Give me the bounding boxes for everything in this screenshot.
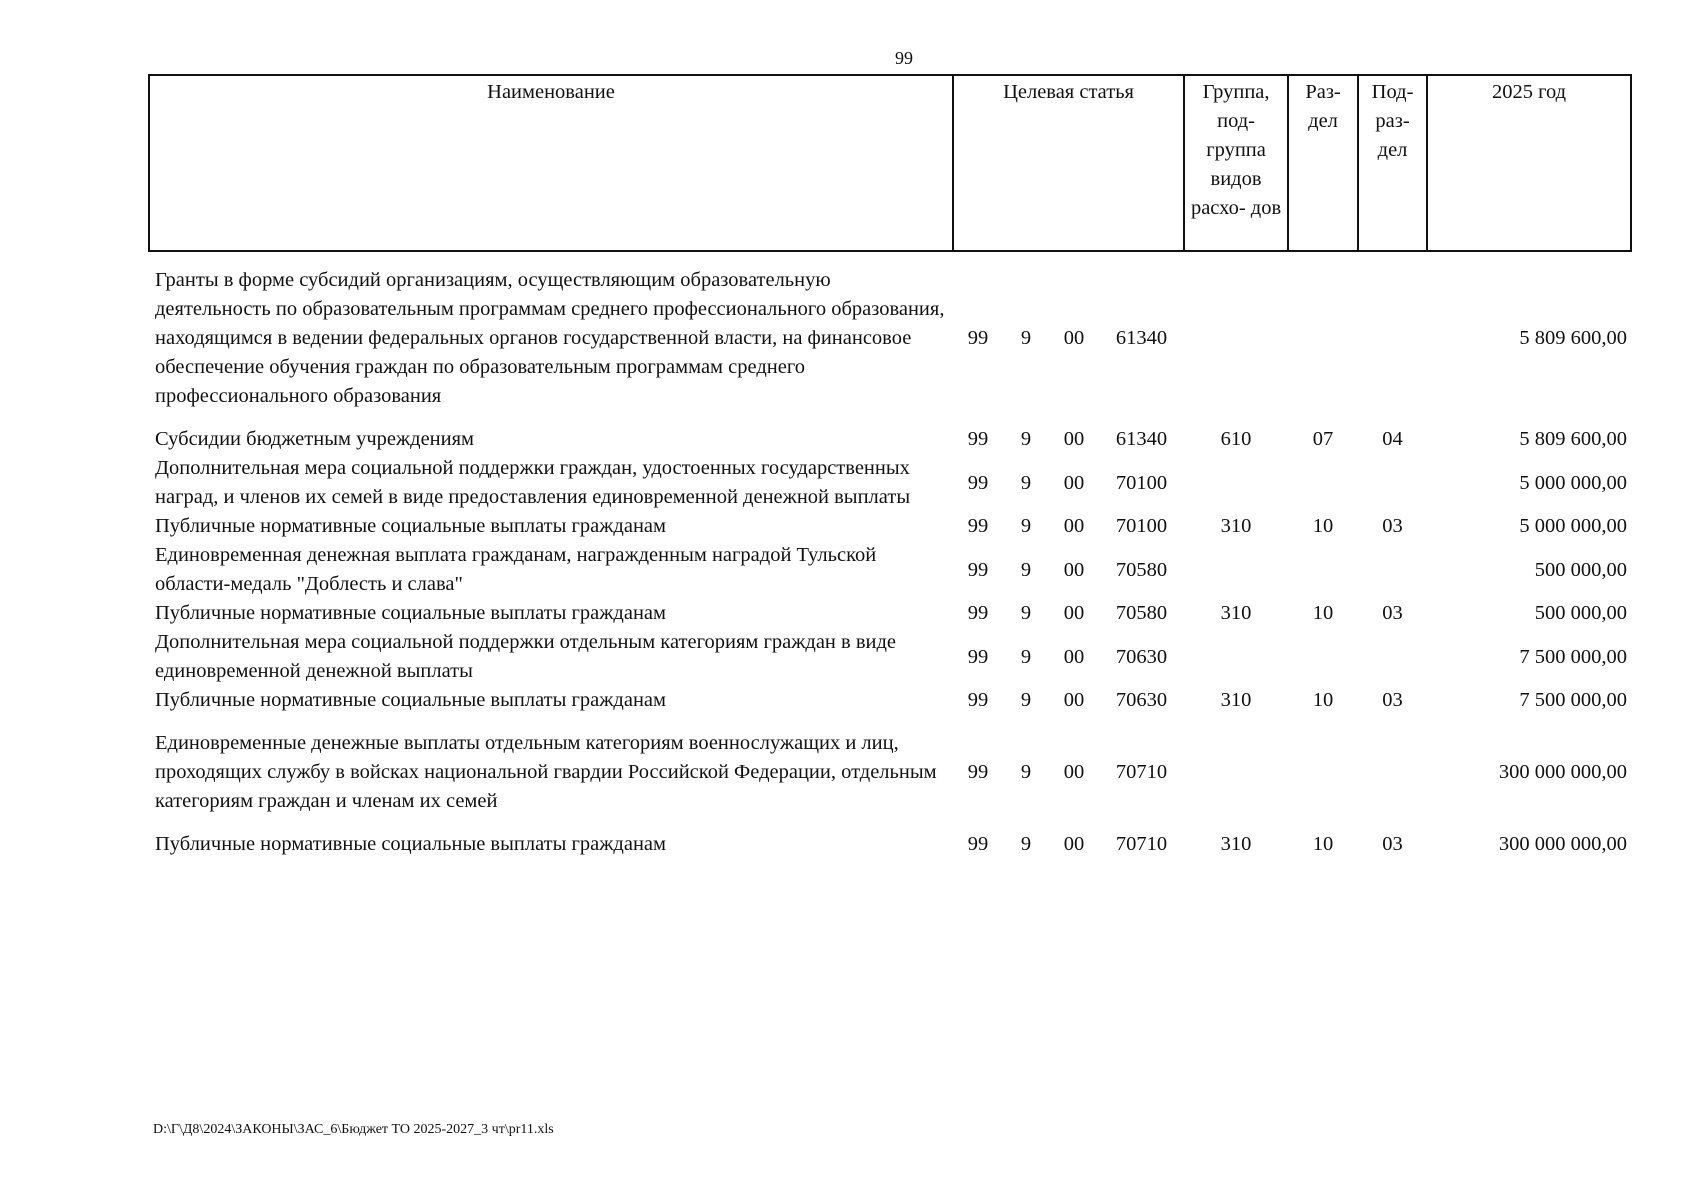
row-target-2: 9	[1020, 689, 1032, 711]
row-target-1: 99	[967, 471, 989, 494]
row-sum: 5 000 000,00	[1519, 515, 1628, 537]
table-row	[149, 454, 1631, 512]
row-group: 310	[1220, 833, 1252, 855]
row-section	[1288, 454, 1358, 512]
row-name: Публичные нормативные социальные выплаты гражданам	[155, 602, 667, 624]
row-section	[1288, 729, 1358, 816]
row-section	[1288, 628, 1358, 686]
row-target-4: 70100	[1115, 515, 1168, 537]
row-section: 07	[1312, 428, 1334, 450]
row-sum: 500 000,00	[1534, 558, 1628, 581]
row-sum: 300 000 000,00	[1498, 761, 1628, 783]
row-target-2: 9	[1020, 428, 1032, 450]
row-sum: 5 809 600,00	[1519, 327, 1628, 349]
table-header-row	[149, 75, 1631, 251]
header-target-article: Целевая статья	[953, 75, 1184, 251]
row-group: 310	[1220, 602, 1252, 624]
row-group	[1184, 541, 1288, 599]
row-target-3: 00	[1063, 515, 1085, 537]
row-section	[1288, 541, 1358, 599]
row-subsection	[1358, 628, 1427, 686]
table-row	[149, 729, 1631, 816]
table-row	[149, 541, 1631, 599]
table-row	[149, 686, 1631, 715]
row-section: 10	[1312, 515, 1334, 537]
row-group: 310	[1220, 515, 1252, 537]
row-target-3: 00	[1063, 428, 1085, 450]
row-name: Публичные нормативные социальные выплаты гражданам	[155, 689, 667, 711]
row-target-1: 99	[967, 761, 989, 783]
row-target-3: 00	[1063, 833, 1085, 855]
row-name: Дополнительная мера социальной поддержки граждан, удостоенных государственных наград, и членов их семей в виде предоставления единовременной денежной выплаты	[155, 457, 911, 508]
row-target-1: 99	[967, 645, 989, 668]
row-target-1: 99	[967, 602, 989, 624]
row-name: Публичные нормативные социальные выплаты гражданам	[155, 833, 667, 855]
table-row	[149, 266, 1631, 411]
row-target-3: 00	[1063, 645, 1085, 668]
row-target-3: 00	[1063, 471, 1085, 494]
row-target-2: 9	[1020, 645, 1032, 668]
table-row	[149, 425, 1631, 454]
row-sum: 5 000 000,00	[1519, 471, 1628, 494]
row-group: 310	[1220, 689, 1252, 711]
row-target-4: 70580	[1115, 558, 1168, 581]
row-target-3: 00	[1063, 327, 1085, 349]
table-row	[149, 599, 1631, 628]
row-section: 10	[1312, 602, 1334, 624]
row-name: Публичные нормативные социальные выплаты гражданам	[155, 515, 667, 537]
row-name: Дополнительная мера социальной поддержки отдельным категориям граждан в виде единовременной денежной выплаты	[155, 631, 897, 682]
row-target-4: 61340	[1115, 327, 1168, 349]
row-target-3: 00	[1063, 602, 1085, 624]
row-target-2: 9	[1020, 515, 1032, 537]
row-target-4: 70630	[1115, 645, 1168, 668]
row-sum: 7 500 000,00	[1519, 645, 1628, 668]
row-target-2: 9	[1020, 761, 1032, 783]
header-name: Наименование	[149, 75, 953, 251]
row-sum: 300 000 000,00	[1498, 833, 1628, 855]
row-target-2: 9	[1020, 471, 1032, 494]
row-target-1: 99	[967, 689, 989, 711]
row-target-3: 00	[1063, 558, 1085, 581]
row-subsection	[1358, 541, 1427, 599]
row-target-4: 70710	[1115, 833, 1168, 855]
row-group	[1184, 266, 1288, 411]
row-target-2: 9	[1020, 602, 1032, 624]
table-row	[149, 628, 1631, 686]
row-target-3: 00	[1063, 761, 1085, 783]
row-subsection	[1358, 729, 1427, 816]
row-group	[1184, 729, 1288, 816]
row-name: Гранты в форме субсидий организациям, осуществляющим образовательную деятельность по образовательным программам среднего профессионального образования, находящимся в ведении федеральных органов государственной власти, на финансовое обеспечение обучения граждан по образовательным программам среднего профессионального образования	[155, 269, 945, 407]
row-section	[1288, 266, 1358, 411]
row-subsection: 03	[1382, 515, 1403, 537]
row-target-1: 99	[967, 327, 989, 349]
row-target-4: 61340	[1115, 428, 1168, 450]
row-sum: 500 000,00	[1534, 602, 1628, 624]
header-subsection: Под- раз- дел	[1358, 75, 1427, 251]
row-group	[1184, 628, 1288, 686]
header-year: 2025 год	[1427, 75, 1631, 251]
budget-table	[148, 74, 1632, 859]
row-name: Единовременная денежная выплата гражданам, награжденным наградой Тульской области-медаль "Доблесть и слава"	[155, 544, 877, 595]
row-target-2: 9	[1020, 327, 1032, 349]
row-group	[1184, 454, 1288, 512]
row-target-1: 99	[967, 558, 989, 581]
row-sum: 7 500 000,00	[1519, 689, 1628, 711]
file-path-footer: D:\Г\Д8\2024\ЗАКОНЫ\ЗАС_6\Бюджет ТО 2025-2027_3 чт\pr11.xls	[153, 1122, 554, 1137]
row-subsection	[1358, 266, 1427, 411]
row-section: 10	[1312, 689, 1334, 711]
row-target-1: 99	[967, 515, 989, 537]
row-subsection: 04	[1382, 428, 1403, 450]
row-target-1: 99	[967, 833, 989, 855]
row-group: 610	[1220, 428, 1252, 450]
row-name: Субсидии бюджетным учреждениям	[155, 428, 475, 450]
row-target-1: 99	[967, 428, 989, 450]
row-name: Единовременные денежные выплаты отдельным категориям военнослужащих и лиц, проходящих службу в войсках национальной гвардии Российской Федерации, отдельным категориям граждан и членам их семей	[155, 732, 937, 812]
page-number: 99	[895, 48, 913, 68]
header-expense-group: Группа, под- группа видов расхо- дов	[1184, 75, 1288, 251]
header-section: Раз- дел	[1288, 75, 1358, 251]
row-subsection: 03	[1382, 833, 1403, 855]
table-row	[149, 830, 1631, 859]
row-subsection: 03	[1382, 602, 1403, 624]
row-sum: 5 809 600,00	[1519, 428, 1628, 450]
row-target-3: 00	[1063, 689, 1085, 711]
row-subsection: 03	[1382, 689, 1403, 711]
row-subsection	[1358, 454, 1427, 512]
row-target-4: 70100	[1115, 471, 1168, 494]
row-target-4: 70630	[1115, 689, 1168, 711]
row-target-4: 70710	[1115, 761, 1168, 783]
table-row	[149, 512, 1631, 541]
row-target-4: 70580	[1115, 602, 1168, 624]
row-target-2: 9	[1020, 833, 1032, 855]
row-target-2: 9	[1020, 558, 1032, 581]
row-section: 10	[1312, 833, 1334, 855]
